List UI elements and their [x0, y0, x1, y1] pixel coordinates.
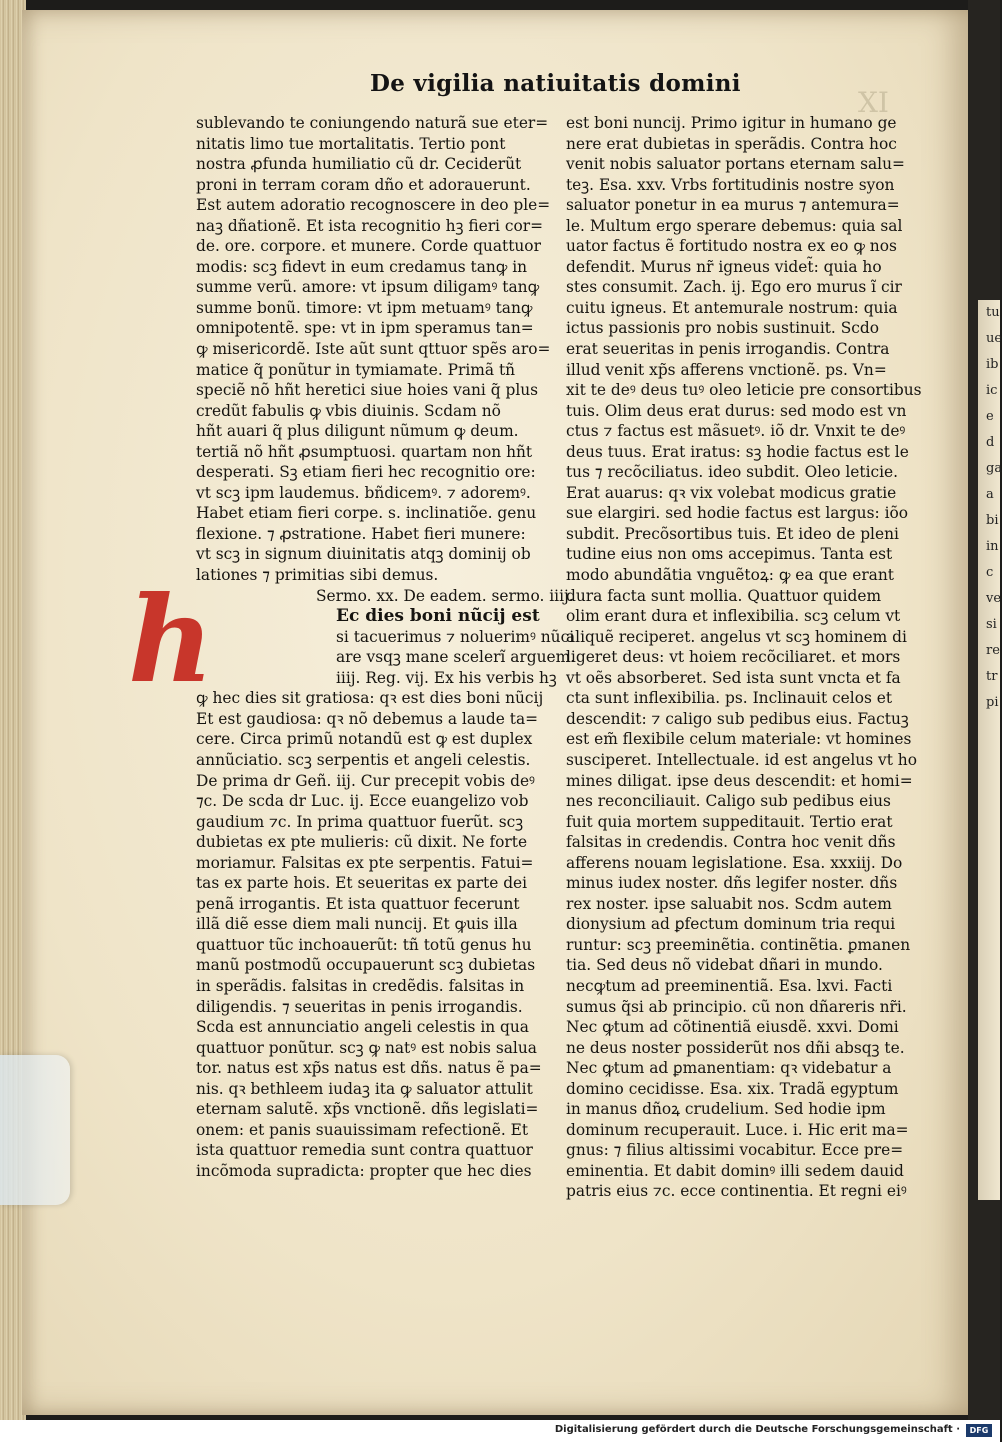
text-line: tuis. Olim deus erat durus: sed modo est vn [566, 401, 907, 420]
text-line: subdit. Precõsortibus tuis. Et ideo de pleni [566, 524, 899, 543]
text-line: De prima dr Geñ. iij. Cur precepit vobis deꝰ [196, 771, 535, 790]
text-line: in sperãdis. falsitas in credẽdis. falsitas in [196, 976, 525, 995]
text-line: nere erat dubietas in sperãdis. Contra hoc [566, 134, 897, 153]
text-line: rex noster. ipse saluabit nos. Scdm autem [566, 894, 892, 913]
dfg-logo: DFG [966, 1424, 992, 1437]
text-line: Erat auarus: qꝛ vix volebat modicus gratie [566, 483, 897, 502]
text-line: tertiã nõ hñt ꝓsumptuosi. quartam non hñt [196, 442, 533, 461]
text-line: modis: scꝫ fidevt in eum credamus tanꝙ in [196, 257, 528, 276]
rubricated-initial: h [128, 570, 214, 709]
edge-fragment: ga [986, 461, 1002, 476]
text-line: tus ⁊ recõciliatus. ideo subdit. Oleo leticie. [566, 463, 899, 482]
book-clip [0, 1055, 70, 1205]
text-line: hñt auari q̃ plus diligunt nũmum ꝙ deum. [196, 422, 519, 441]
text-line: in manus dñoꝝ crudelium. Sed hodie ipm [566, 1100, 886, 1119]
text-line: uator factus ẽ fortitudo nostra ex eo ꝙ nos [566, 237, 897, 256]
text-line: si tacuerimus ⁊ noluerimꝰ nũci [336, 627, 575, 646]
text-line: aliquẽ reciperet. angelus vt scꝫ hominem di [566, 627, 907, 646]
running-header: De vigilia natiuitatis domini [370, 70, 741, 97]
edge-fragment: si [986, 617, 997, 632]
edge-fragment: ve [986, 591, 1002, 606]
text-line: summe bonũ. timore: vt ipm metuamꝰ tanꝙ [196, 298, 533, 317]
text-line: tia. Sed deus nõ videbat dñari in mundo. [566, 956, 883, 975]
text-line: vt oẽs absorberet. Sed ista sunt vncta et fa [566, 668, 901, 687]
text-line: susciperet. Intellectuale. id est angelus vt ho [566, 750, 917, 769]
text-line: ꝙ misericordẽ. Iste aũt sunt qttuor spẽs aro= [196, 340, 551, 359]
text-line: vt scꝫ ipm laudemus. bñdicemꝰ. ⁊ adoremꝰ. [196, 483, 531, 502]
text-line: nitatis limo tue mortalitatis. Tertio pont [196, 134, 506, 153]
text-line: annũciatio. scꝫ serpentis et angeli celestis. [196, 750, 531, 769]
text-line: domino cecidisse. Esa. xix. Tradã egyptum [566, 1079, 899, 1098]
edge-fragment: e [986, 409, 994, 424]
text-line: ista quattuor remedia sunt contra quattuor [196, 1141, 533, 1160]
text-line: de. ore. corpore. et munere. Corde quattuor [196, 237, 541, 256]
text-line: nis. qꝛ bethleem iudaꝫ ita ꝙ saluator attulit [196, 1079, 533, 1098]
text-line: tas ex parte hois. Et seueritas ex parte dei [196, 874, 528, 893]
edge-fragment: re [986, 643, 1000, 658]
text-line: credũt fabulis ꝙ vbis diuinis. Scdam nõ [196, 401, 501, 420]
text-line: lationes ⁊ primitias sibi demus. [196, 566, 439, 585]
text-line: teꝫ. Esa. xxv. Vrbs fortitudinis nostre syon [566, 175, 895, 194]
text-line: Habet etiam fieri corpe. s. inclinatiõe. genu [196, 504, 537, 523]
text-line: illud venit xp̃s afferens vnctionẽ. ps. Vn= [566, 360, 887, 379]
right-column [566, 113, 922, 1202]
text-line: gaudium ⁊c. In prima quattuor fuerũt. scꝫ [196, 812, 524, 831]
text-line: moriamur. Falsitas ex pte serpentis. Fatui= [196, 853, 534, 872]
edge-fragment: bi [986, 513, 999, 528]
text-line: defendit. Murus nr̃ igneus videt̃: quia ho [566, 257, 882, 276]
text-line: summe verũ. amore: vt ipsum diligamꝰ tanꝙ [196, 278, 540, 297]
text-line: manũ postmodũ occupauerunt scꝫ dubietas [196, 956, 536, 975]
text-line: est em̃ flexibile celum materiale: vt homines [566, 730, 912, 749]
edge-fragment: ib [986, 357, 999, 372]
edge-fragment: c [986, 565, 994, 580]
text-line: olim erant dura et inflexibilia. scꝫ celum vt [566, 607, 901, 626]
text-line: stes consumit. Zach. ij. Ego ero murus ĩ cir [566, 278, 902, 297]
text-line: nostra ꝓfunda humiliatio cũ dr. Ceciderũt [196, 155, 522, 174]
text-line: fuit quia mortem suppeditauit. Tertio erat [566, 812, 893, 831]
text-line: saluator ponetur in ea murus ⁊ antemura= [566, 196, 900, 215]
text-line: desperati. Sꝫ etiam fieri hec recognitio ore: [196, 463, 536, 482]
left-column [196, 113, 576, 1181]
text-line: sue elargiri. sed hodie factus est largus: iõo [566, 504, 909, 523]
text-line: necꝙtum ad preeminentiã. Esa. lxvi. Facti [566, 976, 893, 995]
text-line: Nec ꝙtum ad ꝑmanentiam: qꝛ videbatur a [566, 1059, 892, 1078]
text-line: patris eius ⁊c. ecce continentia. Et regni eiꝰ [566, 1182, 907, 1201]
text-line: eminentia. Et dabit dominꝰ illi sedem dauid [566, 1161, 904, 1180]
text-line: ne deus noster possiderũt nos dñi absqꝫ te. [566, 1038, 905, 1057]
funding-notice: Digitalisierung gefördert durch die Deutsche Forschungsgemeinschaft · [554, 1424, 960, 1435]
text-line: Ec dies boni nũcij est [336, 606, 540, 627]
text-line: ꝙ hec dies sit gratiosa: qꝛ est dies boni nũcij [196, 689, 544, 708]
text-line: vt scꝫ in signum diuinitatis atqꝫ dominij ob [196, 545, 531, 564]
text-line: nes reconciliauit. Caligo sub pedibus eius [566, 792, 891, 811]
edge-fragment: tr [986, 669, 998, 684]
text-line: tor. natus est xp̃s natus est dñs. natus ẽ pa= [196, 1059, 542, 1078]
text-line: quattuor tũc inchoauerũt: tñ totũ genus hu [196, 935, 532, 954]
edge-fragment: ue [986, 331, 1002, 346]
text-line: diligendis. ⁊ seueritas in penis irrogandis. [196, 997, 523, 1016]
text-line: speciẽ nõ hñt heretici siue hoies vani q̃ plus [196, 381, 539, 400]
text-line: Nec ꝙtum ad cõtinentiã eiusdẽ. xxvi. Domi [566, 1018, 899, 1037]
text-line: afferens nouam legislatione. Esa. xxxiij. Do [566, 853, 903, 872]
text-line: proni in terram coram dño et adorauerunt. [196, 175, 531, 194]
text-line: tudine eius non oms accepimus. Tanta est [566, 545, 893, 564]
text-line: cere. Circa primũ notandũ est ꝙ est duplex [196, 730, 533, 749]
text-line: omnipotentẽ. spe: vt in ipm speramus tan= [196, 319, 534, 338]
text-line: sublevando te coniungendo naturã sue eter= [196, 114, 549, 132]
text-line: are vsqꝫ mane scelerĩ arguem. [336, 648, 576, 667]
edge-fragment: pi [986, 695, 999, 710]
text-line: ctus ⁊ factus est mãsuetꝰ. iõ dr. Vnxit te deꝰ [566, 422, 906, 441]
footer-bar [0, 1420, 1000, 1442]
text-line: minus iudex noster. dñs legifer noster. dñs [566, 874, 898, 893]
text-line: falsitas in credendis. Contra hoc venit dñs [566, 833, 896, 852]
text-line: naꝫ dñationẽ. Et ista recognitio hꝫ fieri cor= [196, 216, 544, 235]
text-line: Est autem adoratio recognoscere in deo ple= [196, 196, 551, 215]
text-line: onem: et panis suauissimam refectionẽ. Et [196, 1120, 529, 1139]
text-line: penã irrogantis. Et ista quattuor fecerunt [196, 894, 520, 913]
text-line: mines diligat. ipse deus descendit: et homi= [566, 771, 913, 790]
text-line: matice q̃ ponũtur in tymiamate. Primã tñ [196, 360, 516, 379]
next-page-edge [978, 300, 1000, 1200]
text-line: ligeret deus: vt hoiem recõciliaret. et mors [566, 648, 901, 667]
edge-fragment: in [986, 539, 999, 554]
edge-fragment: ic [986, 383, 998, 398]
edge-fragment: d [986, 435, 995, 450]
text-line: iiij. Reg. vij. Ex his verbis hꝫ [336, 668, 557, 687]
text-line: illã diẽ esse diem mali nuncij. Et ꝙuis illa [196, 915, 518, 934]
text-line: dubietas ex pte mulieris: cũ dixit. Ne forte [196, 833, 528, 852]
text-line: gnus: ⁊ filius altissimi vocabitur. Ecce pre= [566, 1141, 904, 1160]
text-line: le. Multum ergo sperare debemus: quia sal [566, 216, 903, 235]
text-line: flexione. ⁊ ꝓstratione. Habet fieri munere: [196, 524, 526, 543]
text-line: erat seueritas in penis irrogandis. Contra [566, 340, 890, 359]
text-line: modo abundãtia vnguẽtoꝝ: ꝙ ea que erant [566, 566, 894, 585]
text-line: dionysium ad ꝑfectum dominum tria requi [566, 915, 896, 934]
text-line: Sermo. xx. De eadem. sermo. iiij. [316, 586, 574, 605]
text-line: quattuor ponũtur. scꝫ ꝙ natꝰ est nobis salua [196, 1038, 537, 1057]
text-line: dura facta sunt mollia. Quattuor quidem [566, 586, 882, 605]
text-line: Scda est annunciatio angeli celestis in qua [196, 1018, 529, 1037]
text-line: Et est gaudiosa: qꝛ nõ debemus a laude ta= [196, 709, 539, 728]
folio-number: XI [858, 86, 889, 119]
text-line: venit nobis saluator portans eternam salu= [566, 155, 905, 174]
text-line: cuitu igneus. Et antemurale nostrum: quia [566, 298, 898, 317]
text-line: xit te deꝰ deus tuꝰ oleo leticie pre consortibus [566, 381, 922, 400]
text-line: runtur: scꝫ preeminẽtia. continẽtia. ꝑmanen [566, 935, 911, 954]
text-line: ictus passionis pro nobis sustinuit. Scdo [566, 319, 879, 338]
text-line: dominum recuperauit. Luce. i. Hic erit ma= [566, 1120, 909, 1139]
edge-fragment: a [986, 487, 994, 502]
text-line: descendit: ⁊ caligo sub pedibus eius. Factuꝫ [566, 709, 909, 728]
text-line: cta sunt inflexibilia. ps. Inclinauit celos et [566, 689, 893, 708]
text-line: eternam salutẽ. xp̃s vnctionẽ. dñs legislati= [196, 1100, 539, 1119]
text-line: deus tuus. Erat iratus: sꝫ hodie factus est le [566, 442, 909, 461]
text-line: est boni nuncij. Primo igitur in humano ge [566, 114, 897, 132]
text-line: incõmoda supradicta: propter que hec dies [196, 1161, 532, 1180]
edge-fragment: tu [986, 305, 1000, 320]
text-line: ⁊c. De scda dr Luc. ij. Ecce euangelizo vob [196, 792, 529, 811]
text-line: sumus q̃si ab principio. cũ non dñareris nr̃i. [566, 997, 907, 1016]
